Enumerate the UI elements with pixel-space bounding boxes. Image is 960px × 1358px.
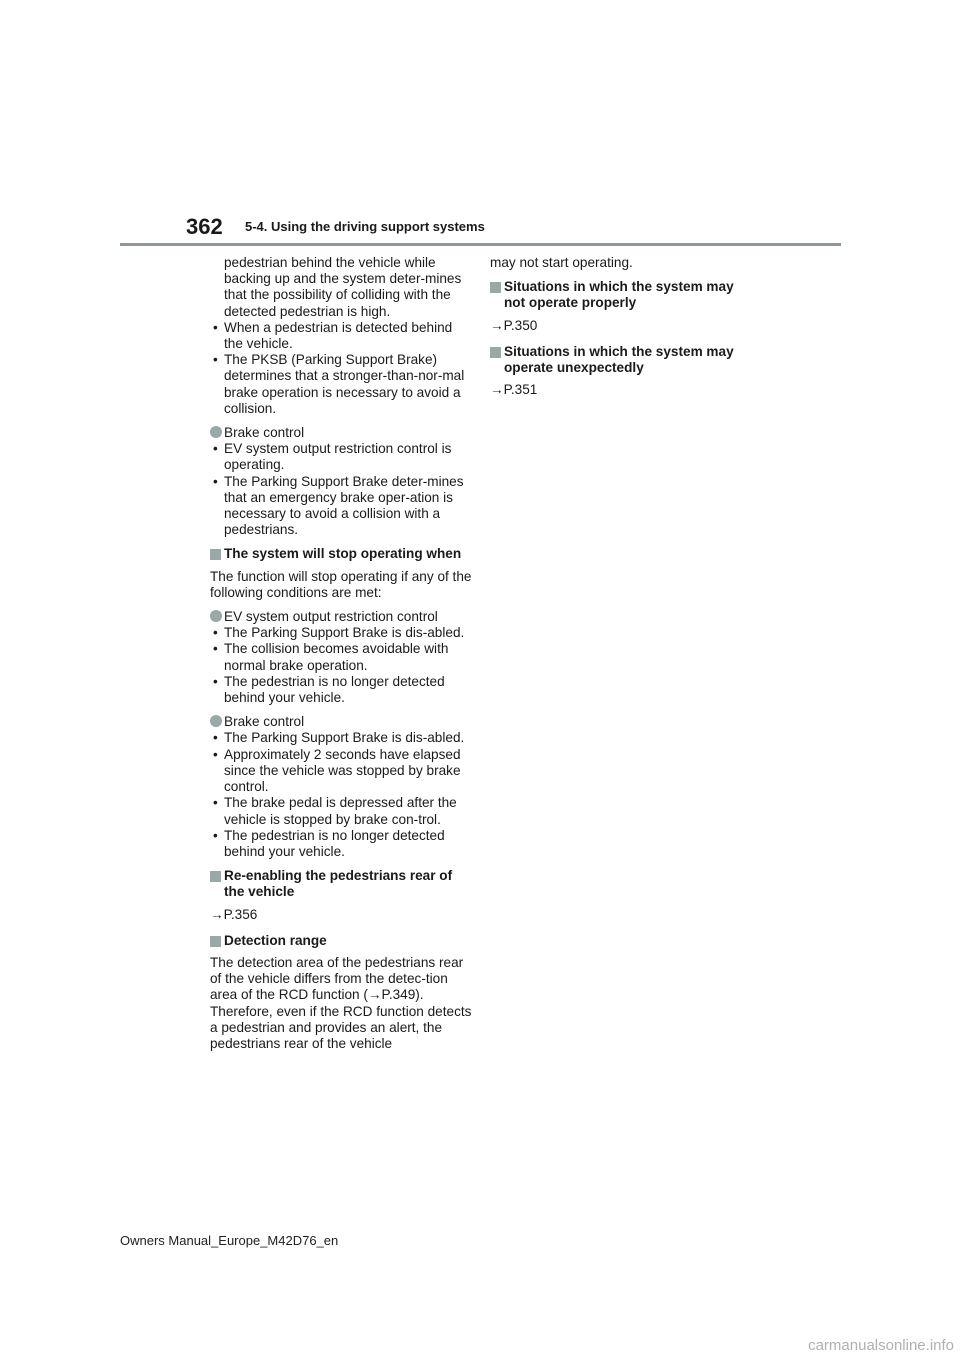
header-rule <box>120 243 841 246</box>
ev-control-item <box>210 609 472 625</box>
reenabling-heading <box>210 868 472 900</box>
page-reference: →P.356 <box>210 906 258 922</box>
list-item <box>210 828 472 860</box>
bullet-text: Approximately 2 seconds have elapsed since the vehicle was stopped by brake control. <box>224 746 461 795</box>
bullet-text: The Parking Support Brake is dis-abled. <box>224 625 465 641</box>
list-item <box>210 641 472 673</box>
bullet-dot-icon: • <box>213 746 218 762</box>
circle-bullet-icon <box>210 715 222 727</box>
square-bullet-icon <box>210 549 221 560</box>
bullet-text: When a pedestrian is detected behind the vehicle. <box>224 319 453 352</box>
improper-operation-heading <box>490 279 752 311</box>
detection-range-heading <box>210 933 472 949</box>
list-item <box>210 730 472 746</box>
detection-range-paragraph: The detection area of the pedestrians rear of the vehicle differs from the detec-tion area of the RCD function (→P.349). Therefore, even if the RCD function detects a pedestrian and provides an alert, the pedestrians rear of the vehicle <box>210 954 472 1051</box>
continued-paragraph: may not start operating. <box>490 255 633 270</box>
right-column <box>490 255 752 408</box>
square-bullet-icon <box>490 282 501 293</box>
heading-text: Situations in which the system may not operate properly <box>504 279 734 311</box>
item-label: EV system output restriction control <box>224 609 438 625</box>
bullet-dot-icon: • <box>213 730 218 746</box>
left-column <box>210 255 472 1060</box>
brake-control-item <box>210 714 472 730</box>
list-item <box>210 674 472 706</box>
list-item <box>210 255 472 320</box>
square-bullet-icon <box>210 936 221 947</box>
continued-bullet-list <box>210 255 472 417</box>
stop-operating-heading <box>210 546 472 562</box>
bullet-text: The collision becomes avoidable with normal brake operation. <box>224 641 449 673</box>
stop-operating-paragraph: The function will stop operating if any of the following conditions are met: <box>210 568 472 600</box>
footer-doc-id: Owners Manual_Europe_M42D76_en <box>120 1233 339 1248</box>
bullet-text: The Parking Support Brake is dis-abled. <box>224 730 465 746</box>
section-title: 5-4. Using the driving support systems <box>245 219 485 234</box>
heading-text: Situations in which the system may operate unexpectedly <box>504 343 734 376</box>
bullet-text: EV system output restriction control is operating. <box>224 441 452 473</box>
bullet-text: pedestrian behind the vehicle while backing up and the system deter-mines that the possibility of colliding with the detected pedestrian is high. <box>224 255 462 319</box>
list-item <box>210 352 472 417</box>
bullet-dot-icon: • <box>213 641 218 657</box>
ev-control-bullets <box>210 625 472 706</box>
square-bullet-icon <box>210 871 221 882</box>
page-number: 362 <box>186 214 223 239</box>
list-item <box>210 441 472 473</box>
bullet-dot-icon: • <box>213 441 218 457</box>
heading-text: Detection range <box>224 932 327 948</box>
list-item <box>210 747 472 796</box>
item-label: Brake control <box>224 425 305 441</box>
heading-text: The system will stop operating when <box>224 546 462 562</box>
bullet-text: The pedestrian is no longer detected behind your vehicle. <box>224 673 445 706</box>
heading-text: Re-enabling the pedestrians rear of the vehicle <box>224 868 453 900</box>
brake-control-stop-bullets <box>210 730 472 860</box>
unexpected-operation-heading <box>490 344 752 376</box>
page-reference: →P.351 <box>490 382 538 398</box>
square-bullet-icon <box>490 347 501 358</box>
bullet-dot-icon: • <box>213 319 218 335</box>
list-item <box>210 320 472 352</box>
brake-control-bullets <box>210 441 472 538</box>
list-item <box>210 625 472 641</box>
brake-control-item <box>210 425 472 441</box>
bullet-dot-icon: • <box>213 473 218 489</box>
watermark-text: carmanualsonline.info <box>808 1337 954 1354</box>
bullet-text: The brake pedal is depressed after the vehicle is stopped by brake con-trol. <box>224 795 457 827</box>
item-label: Brake control <box>224 714 305 730</box>
bullet-dot-icon: • <box>213 625 218 641</box>
page-reference: →P.350 <box>490 317 538 333</box>
bullet-dot-icon: • <box>213 673 218 689</box>
bullet-text: The pedestrian is no longer detected behind your vehicle. <box>224 827 445 859</box>
bullet-dot-icon: • <box>213 795 218 811</box>
list-item <box>210 474 472 539</box>
bullet-dot-icon: • <box>213 352 218 368</box>
list-item <box>210 795 472 827</box>
bullet-text: The PKSB (Parking Support Brake) determines that a stronger-than-nor-mal brake operation is necessary to avoid a collision. <box>224 352 465 416</box>
circle-bullet-icon <box>210 610 222 622</box>
circle-bullet-icon <box>210 426 222 438</box>
bullet-dot-icon: • <box>213 827 218 843</box>
bullet-text: The Parking Support Brake deter-mines that an emergency brake oper-ation is necessary to avoid a collision with a pedestrians. <box>224 473 464 538</box>
